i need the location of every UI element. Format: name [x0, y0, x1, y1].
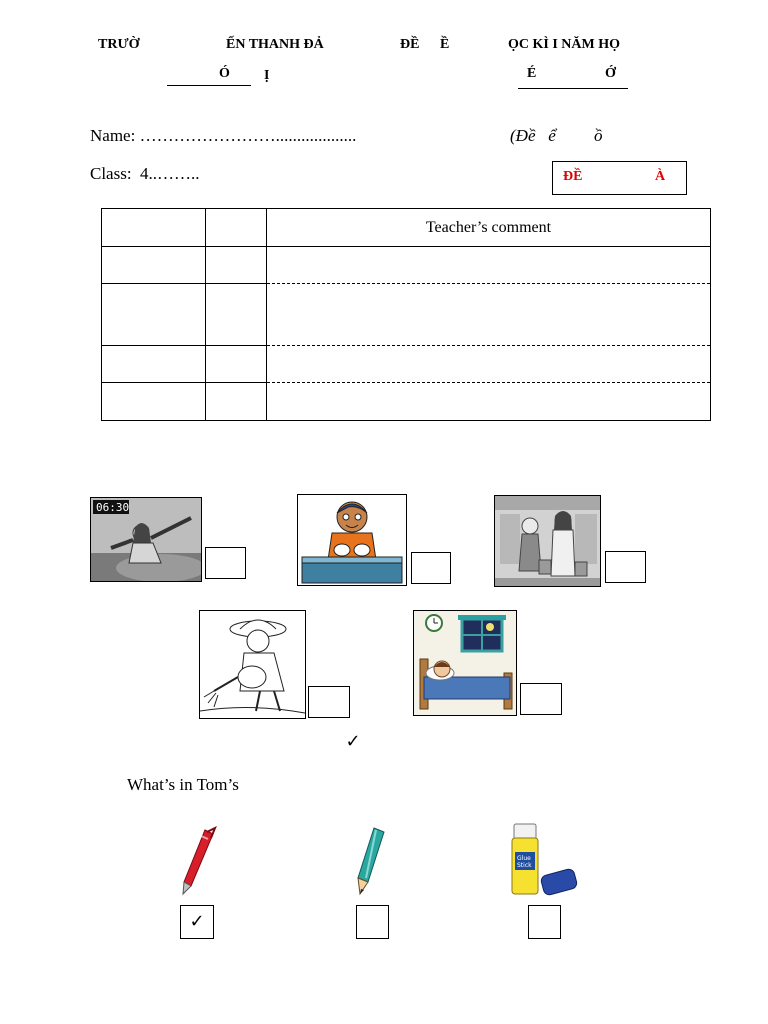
sub-right-e: É	[527, 66, 537, 81]
grade-cell	[206, 346, 267, 383]
school-name-left: TRƯỜ	[98, 37, 140, 52]
picture-water-plants	[199, 610, 306, 719]
wash-dishes-illustration	[298, 495, 406, 585]
grade-cell	[206, 383, 267, 421]
exam-title: ỌC KÌ I NĂM HỌ	[508, 37, 620, 52]
grade-cell	[102, 247, 206, 284]
glue-stick-eraser-icon	[506, 820, 582, 900]
grade-table	[101, 208, 711, 421]
teacher-comment-header: Teacher’s comment	[267, 209, 711, 247]
sub-right-o: Ớ	[605, 66, 616, 81]
answer-box-4[interactable]	[308, 686, 350, 718]
exam-e: Ề	[440, 37, 450, 52]
exam-code-de: ĐỀ	[563, 169, 583, 184]
answer-box-glue[interactable]	[528, 905, 561, 939]
grade-cell	[102, 383, 206, 421]
check-mark-icon: ✓	[345, 731, 361, 752]
grade-cell	[206, 209, 267, 247]
answer-box-pen[interactable]: ✓	[180, 905, 214, 939]
exam-code-a: À	[655, 169, 666, 184]
answer-box-pencil[interactable]	[356, 905, 389, 939]
question-text: What’s in Tom’s	[127, 775, 239, 794]
pencil-icon	[352, 826, 392, 896]
grade-cell	[102, 346, 206, 383]
picture-wash-dishes	[297, 494, 407, 586]
grade-cell	[102, 209, 206, 247]
grade-cell	[206, 247, 267, 284]
svg-text:Stick: Stick	[517, 862, 532, 869]
picture-shopping	[494, 495, 601, 587]
wake-up-illustration	[91, 498, 201, 581]
picture-wake-up	[90, 497, 202, 582]
comment-line[interactable]	[267, 247, 711, 284]
answer-box-3[interactable]	[605, 551, 646, 583]
name-field[interactable]: Name: ……………………...................	[90, 126, 357, 145]
school-name-mid: ẾN THANH ĐẢ	[226, 37, 324, 52]
picture-sleeping	[413, 610, 517, 716]
exam-note: (Đề ể ồ	[510, 126, 603, 145]
grade-cell	[102, 284, 206, 346]
clock-readout: 06:30	[96, 501, 130, 514]
svg-text:Glue: Glue	[517, 855, 531, 862]
class-field[interactable]: Class: 4..……..	[90, 164, 200, 183]
sleeping-illustration	[414, 611, 516, 715]
exam-de: ĐỀ	[400, 37, 420, 52]
answer-box-5[interactable]	[520, 683, 562, 715]
exam-code-box	[552, 161, 687, 195]
comment-line[interactable]	[267, 383, 711, 421]
shopping-illustration	[495, 496, 600, 586]
grade-cell	[206, 284, 267, 346]
divider-right	[518, 88, 628, 89]
comment-line[interactable]	[267, 284, 711, 346]
pen-icon	[175, 826, 219, 896]
sub-left-o: Ó	[219, 66, 230, 81]
water-plants-illustration	[200, 611, 305, 718]
divider-left	[167, 85, 251, 86]
comment-line[interactable]	[267, 346, 711, 383]
answer-box-2[interactable]	[411, 552, 451, 584]
answer-box-1[interactable]	[205, 547, 246, 579]
sub-left-i: Ị	[264, 68, 270, 83]
